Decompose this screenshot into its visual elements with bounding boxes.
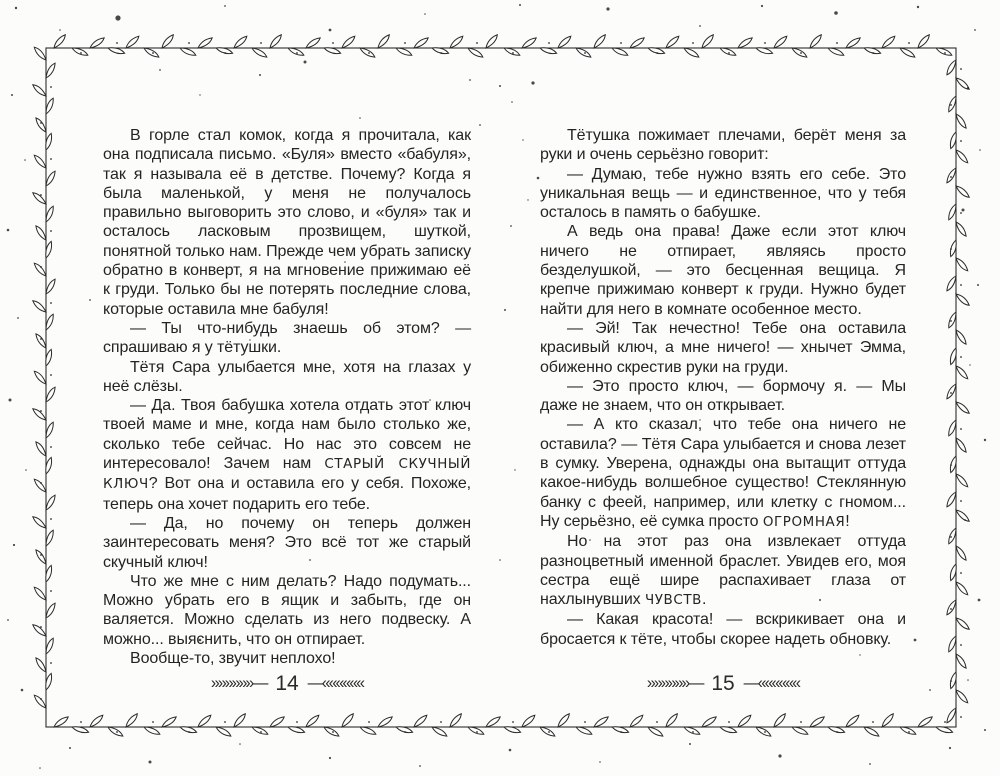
stylized-caps-text: СТАРЫЙ СКУЧНЫЙ КЛЮЧ — [103, 457, 472, 493]
paragraph: — Эй! Так нечестно! Тебе она оставила красивый ключ, а мне ничего! — хнычет Эмма, обиженно скрестив руки на груди. — [540, 319, 906, 376]
page-footer-left — [103, 672, 471, 696]
page-right-text — [540, 126, 906, 649]
paragraph: Что же мне с ним делать? Надо подумать... Можно убрать его в ящик и забыть, где он валяется. Можно сделать из него подвеску. А можно... выяснить, что он отпирает. — [103, 572, 471, 648]
stylized-caps-text: ЧУВСТВ — [644, 593, 702, 609]
paragraph: Тётушка пожимает плечами, берёт меня за руки и очень серьёзно говорит: — [540, 127, 906, 164]
page-footer-right — [540, 672, 906, 696]
paragraph: — Это просто ключ, — бормочу я. — Мы даже не знаем, что он открывает. — [540, 377, 906, 415]
paragraph: — Ты что-нибудь знаешь об этом? — спрашиваю я у тётушки. — [103, 319, 471, 357]
arrow-vine-right-ornament-icon: —«««««« — [743, 674, 800, 693]
paragraph — [540, 415, 906, 532]
page-left-text — [103, 126, 471, 668]
text-run: ? Вот она и оставила его у себя. Похоже, теперь она хочет подарить его тебе. — [103, 475, 471, 513]
text-run: — А кто сказал, что тебе она ничего не оставила? — Тётя Сара улыбается и снова лезет в сумку. Уверена, однажды она вытащит оттуда какое-нибудь волшебное существо! Стеклянную банку с феей, например, или клетку с гномом... Ну серьёзно, её сумка просто — [540, 416, 906, 530]
page-number-left: 14 — [275, 672, 299, 695]
paragraph: — Думаю, тебе нужно взять его себе. Это уникальная вещь — и единственное, что у тебя осталось в память о бабушке. — [540, 165, 906, 222]
text-run: — Да. Твоя бабушка хотела отдать этот ключ твоей маме и мне, когда нам было столько же, сколько тебе сейчас. Но нас это совсем не интересовало! Зачем нам — [103, 397, 471, 473]
paragraph: Вообще-то, звучит неплохо! — [130, 650, 336, 668]
arrow-vine-left-ornament-icon: »»»»»»— — [646, 674, 703, 693]
paragraph: — Какая красота! — вскрикивает она и бросается к тёте, чтобы скорее надеть обновку. — [540, 611, 906, 648]
paragraph — [103, 396, 471, 514]
paragraph: Тётя Сара улыбается мне, хотя на глазах у неё слёзы. — [103, 358, 471, 395]
paragraph — [540, 532, 906, 610]
arrow-vine-right-ornament-icon: —«««««« — [307, 674, 364, 693]
paragraph: В горле стал комок, когда я прочитала, как она подписала письмо. «Буля» вместо «бабуля», так я называла её в детстве. Почему? Когда я была маленькой, у меня не получалось правильно выговорить это слово, и «буля» так и осталось ласковым прозвищем, шуткой, понятной только нам. Прежде чем убрать записку обратно в конверт, я на мгновение прижимаю её к груди. Только бы не потерять последние слова, которые оставила мне бабуля! — [103, 127, 471, 318]
paragraph: А ведь она права! Даже если этот ключ ничего не отпирает, являясь просто безделушкой, — это бесценная вещица. Я крепче прижимаю конверт к груди. Нужно будет найти для него в комнате особенное место. — [540, 223, 906, 318]
text-run: . — [701, 591, 707, 609]
text-run: ! — [845, 512, 850, 530]
paragraph: — Да, но почему он теперь должен заинтересовать меня? Это всё тот же старый скучный ключ! — [103, 514, 471, 571]
page-number-right: 15 — [711, 672, 735, 695]
text-run: Но на этот раз она извлекает оттуда разноцветный именной браслет. Увидев его, моя сестра ещё шире распахивает глаза от нахлынувших — [540, 533, 906, 609]
stylized-caps-text: ОГРОМНАЯ — [762, 514, 846, 530]
arrow-vine-left-ornament-icon: »»»»»»— — [210, 674, 267, 693]
